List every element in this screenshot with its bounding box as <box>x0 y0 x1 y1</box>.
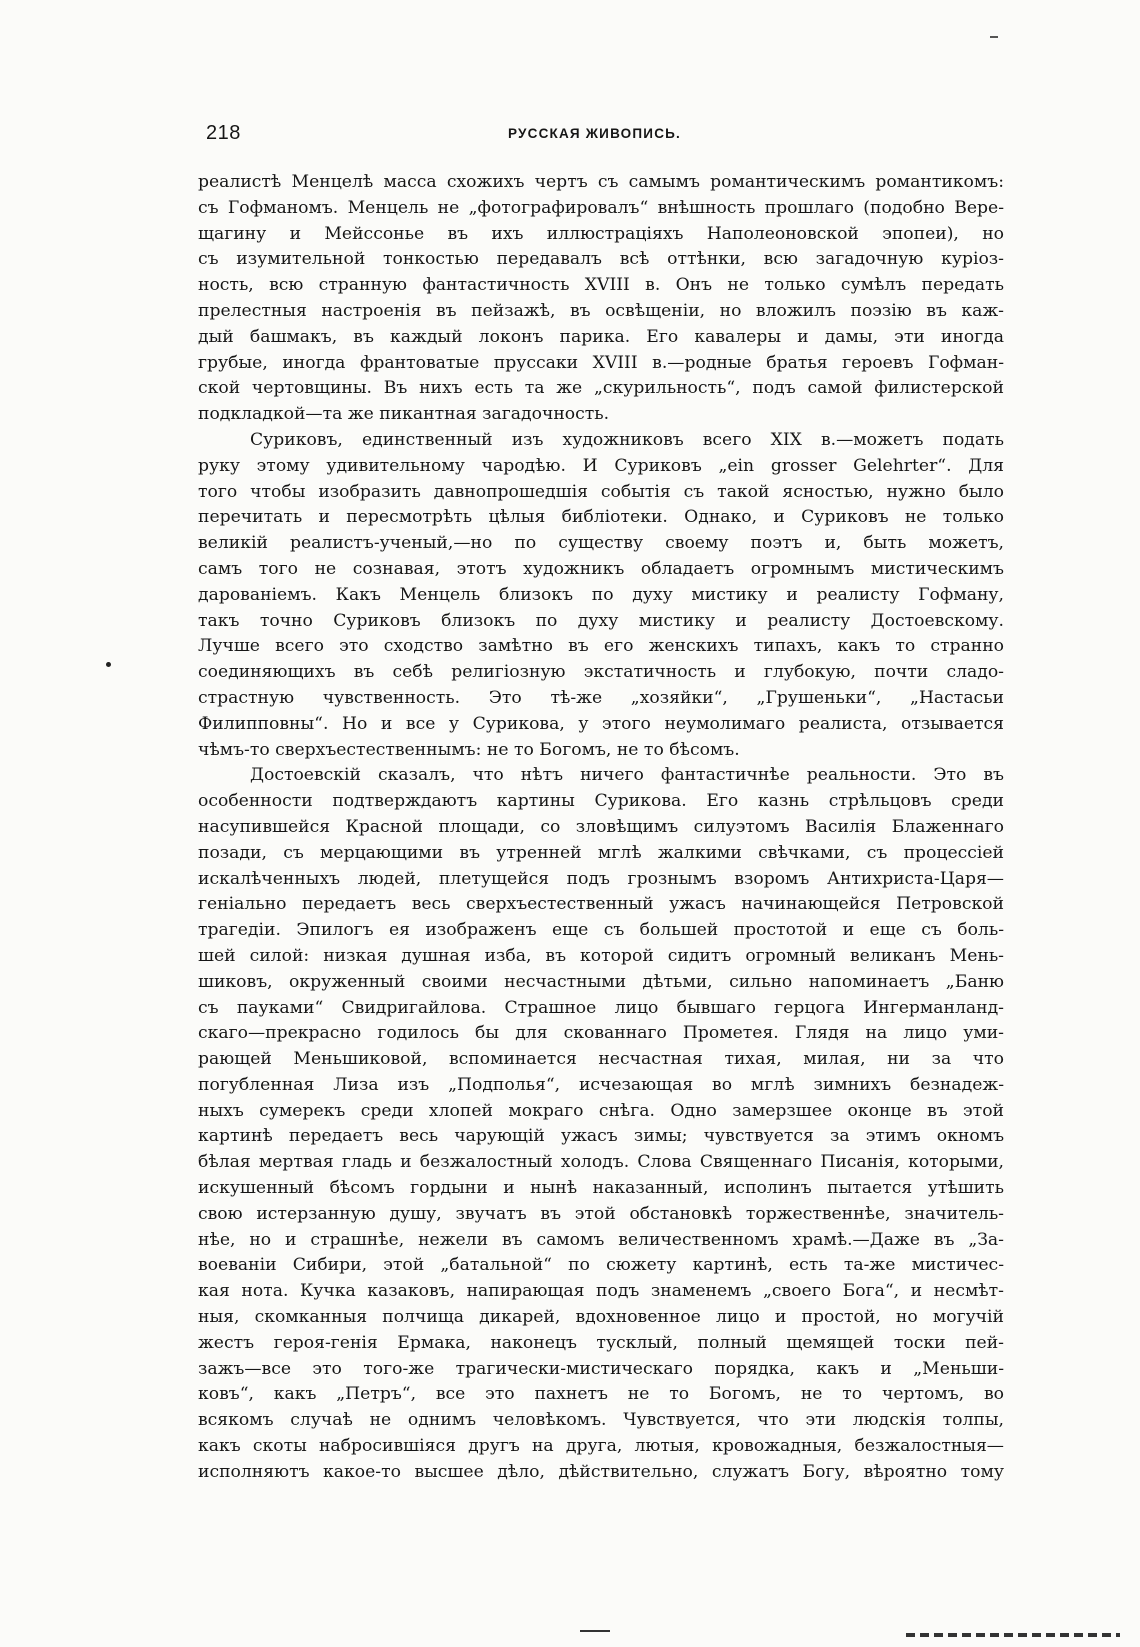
text-line: погубленная Лиза изъ „Подполья“, исчезающая во мглѣ зимнихъ безнадеж- <box>198 1074 1004 1095</box>
text-line: соединяющихъ въ себѣ религіозную экстатичность и глубокую, почти сладо- <box>198 662 1004 683</box>
text-line: реалистѣ Менцелѣ масса схожихъ чертъ съ самымъ романтическимъ романтикомъ: <box>198 172 1004 192</box>
text-line: страстную чувственность. Это тѣ-же „хозяйки“, „Грушеньки“, „Настасьи <box>198 687 1004 708</box>
text-line: перечитать и пересмотрѣть цѣлыя библіотеки. Однако, и Суриковъ не только <box>198 507 1004 528</box>
text-line: насупившейся Красной площади, со зловѣщимъ силуэтомъ Василія Блаженнаго <box>198 816 1004 837</box>
text-line: Филипповны“. Но и все у Сурикова, у этого неумолимаго реалиста, отзывается <box>198 713 1004 734</box>
text-line: кая нота. Кучка казаковъ, напирающая подъ знаменемъ „своего Бога“, и несмѣт- <box>198 1281 1004 1302</box>
text-line: дарованіемъ. Какъ Менцель близокъ по духу мистику и реалисту Гофману, <box>198 584 1004 605</box>
text-line: искушенный бѣсомъ гордыни и нынѣ наказанный, исполинъ пытается утѣшить <box>198 1178 1004 1199</box>
text-line: геніально передаетъ весь сверхъестественный ужасъ начинающейся Петровской <box>198 894 1004 915</box>
running-title: РУССКАЯ ЖИВОПИСЬ. <box>508 126 681 141</box>
text-line: щагину и Мейссонье въ ихъ иллюстраціяхъ Наполеоновской эпопеи), но <box>198 223 1004 244</box>
text-line: всякомъ случаѣ не однимъ человѣкомъ. Чувствуется, что эти людскія толпы, <box>198 1410 1004 1431</box>
text-line: дый башмакъ, въ каждый локонъ парика. Его кавалеры и дамы, эти иногда <box>198 326 1004 347</box>
text-line: руку этому удивительному чародѣю. И Суриковъ „ein grosser Gelehrter“. Для <box>198 455 1004 476</box>
text-line: съ пауками“ Свидригайлова. Страшное лицо бывшаго герцога Ингерманланд- <box>198 997 1004 1018</box>
text-line: Лучше всего это сходство замѣтно въ его женскихъ типахъ, какъ то странно <box>198 636 1004 657</box>
text-line: какъ скоты набросившіяся другъ на друга, лютыя, кровожадныя, безжалостныя— <box>198 1436 1004 1457</box>
text-line: чѣмъ-то сверхъестественнымъ: не то Богомъ, не то бѣсомъ. <box>198 739 740 760</box>
margin-mark <box>106 662 111 667</box>
scan-marks <box>906 1633 1120 1637</box>
text-line: бѣлая мертвая гладь и безжалостный холодъ. Слова Священнаго Писанія, которыми, <box>198 1152 1004 1173</box>
paragraph-start-line: Достоевскій сказалъ, что нѣтъ ничего фантастичнѣе реальности. Это въ <box>250 765 1004 786</box>
text-line: самъ того не сознавая, этотъ художникъ обладаетъ огромнымъ мистическимъ <box>198 558 1004 579</box>
text-line: ныя, скомканныя полчища дикарей, вдохновенное лицо и простой, но могучій <box>198 1307 1004 1328</box>
text-line: съ изумительной тонкостью передавалъ всѣ оттѣнки, всю загадочную куріоз- <box>198 249 1004 270</box>
text-line: нѣе, но и страшнѣе, нежели въ самомъ величественномъ храмѣ.—Даже въ „За- <box>198 1229 1004 1250</box>
text-line: исполняютъ какое-то высшее дѣло, дѣйствительно, служатъ Богу, вѣроятно тому <box>198 1461 1004 1482</box>
scan-mark <box>990 36 998 38</box>
text-line: шей силой: низкая душная изба, въ которой сидитъ огромный великанъ Мень- <box>198 945 1004 966</box>
text-line: зажъ—все это того-же трагически-мистическаго порядка, какъ и „Меньши- <box>198 1358 1004 1379</box>
text-line: того чтобы изобразить давнопрошедшія событія съ такой ясностью, нужно было <box>198 481 1004 502</box>
text-line: трагедіи. Эпилогъ ея изображенъ еще съ большей простотой и еще съ боль- <box>198 920 1004 941</box>
paragraph-start-line: Суриковъ, единственный изъ художниковъ всего XIX в.—можетъ подать <box>250 429 1004 450</box>
text-line: воеваніи Сибири, этой „батальной“ по сюжету картинѣ, есть та-же мистичес- <box>198 1255 1004 1276</box>
text-line: такъ точно Суриковъ близокъ по духу мистику и реалисту Достоевскому. <box>198 610 1004 631</box>
page-number: 218 <box>206 122 241 144</box>
text-line: искалѣченныхъ людей, плетущейся подъ грознымъ взоромъ Антихриста-Царя— <box>198 868 1004 889</box>
text-line: прелестныя настроенія въ пейзажѣ, въ освѣщеніи, но вложилъ поэзію въ каж- <box>198 300 1004 321</box>
text-line: жестъ героя-генія Ермака, наконецъ тусклый, полный щемящей тоски пей- <box>198 1332 1004 1353</box>
text-line: позади, съ мерцающими въ утренней мглѣ жалкими свѣчками, съ процессіей <box>198 842 1004 863</box>
text-line: рающей Меньшиковой, вспоминается несчастная тихая, милая, ни за что <box>198 1049 1004 1070</box>
text-line: особенности подтверждаютъ картины Сурикова. Его казнь стрѣльцовъ среди <box>198 791 1004 812</box>
text-line: свою истерзанную душу, звучатъ въ этой обстановкѣ торжественнѣе, значитель- <box>198 1203 1004 1224</box>
text-line: ской чертовщины. Въ нихъ есть та же „скурильность“, подъ самой филистерской <box>198 378 1004 399</box>
text-line: скаго—прекрасно годилось бы для скованнаго Прометея. Глядя на лицо уми- <box>198 1023 1004 1044</box>
text-line: ность, всю странную фантастичность XVIII в. Онъ не только сумѣлъ передать <box>198 275 1004 296</box>
footer-rule <box>580 1630 610 1632</box>
text-line: великій реалистъ-ученый,—но по существу своему поэтъ и, быть можетъ, <box>198 533 1004 554</box>
body-text <box>198 170 1004 1486</box>
text-line: ковъ“, какъ „Петръ“, все это пахнетъ не то Богомъ, не то чертомъ, во <box>198 1384 1004 1405</box>
text-line: подкладкой—та же пикантная загадочность. <box>198 404 610 425</box>
text-line: картинѣ передаетъ весь чарующій ужасъ зимы; чувствуется за этимъ окномъ <box>198 1126 1004 1147</box>
text-line: шиковъ, окруженный своими несчастными дѣтьми, сильно напоминаетъ „Баню <box>198 971 1004 992</box>
text-line: съ Гофманомъ. Менцель не „фотографировалъ“ внѣшность прошлаго (подобно Вере- <box>198 197 1004 218</box>
text-line: ныхъ сумерекъ среди хлопей мокраго снѣга. Одно замерзшее оконце въ этой <box>198 1100 1004 1121</box>
text-line: грубые, иногда франтоватые пруссаки XVIII в.—родные братья героевъ Гофман- <box>198 352 1004 373</box>
